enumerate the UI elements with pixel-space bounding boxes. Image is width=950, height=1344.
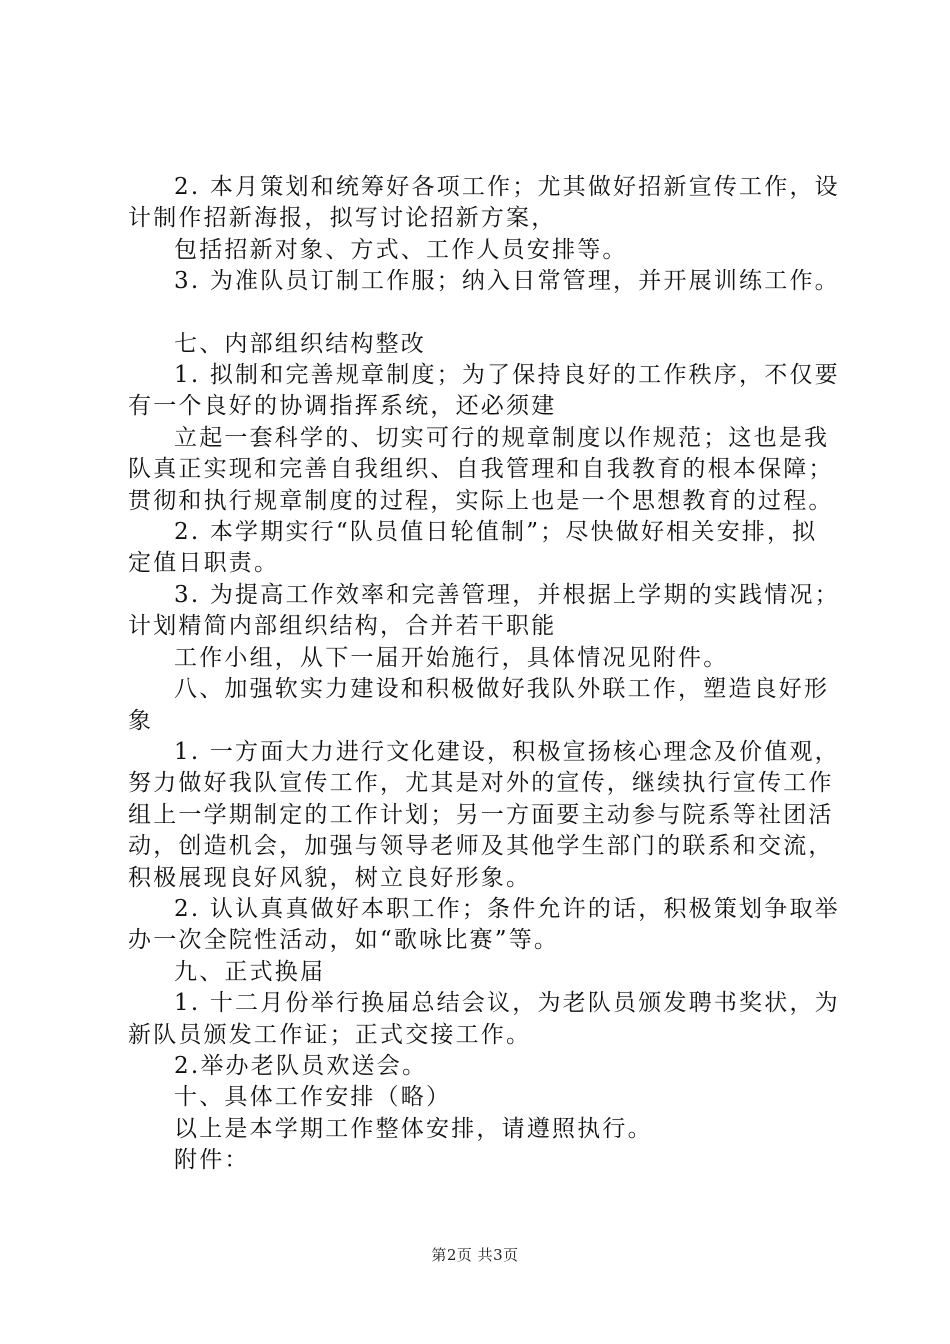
paragraph: 1. 十二月份举行换届总结会议，为老队员颁发聘书奖状，为新队员颁发工作证；正式交接工作。	[128, 990, 840, 1048]
paragraph: 3. 为准队员订制工作服；纳入日常管理，并开展训练工作。	[174, 268, 840, 295]
paragraph: 工作小组，从下一届开始施行，具体情况见附件。	[174, 644, 729, 671]
paragraph: 以上是本学期工作整体安排，请遵照执行。	[174, 1115, 653, 1142]
paragraph: 包括招新对象、方式、工作人员安排等。	[174, 236, 628, 263]
paragraph: 1. 一方面大力进行文化建设，积极宣扬核心理念及价值观，努力做好我队宣传工作，尤其是对外的宣传，继续执行宣传工作组上一学期制定的工作计划；另一方面要主动参与院系等社团活动，创造机会，加强与领导老师及其他学生部门的联系和交流，积极展现良好风貌，树立良好形象。	[128, 738, 840, 891]
paragraph: 2. 本月策划和统筹好各项工作；尤其做好招新宣传工作，设计制作招新海报，拟写讨论招新方案，	[128, 174, 840, 232]
paragraph: 立起一套科学的、切实可行的规章制度以作规范；这也是我队真正实现和完善自我组织、自我管理和自我教育的根本保障；贯彻和执行规章制度的过程，实际上也是一个思想教育的过程。	[128, 424, 834, 514]
paragraph: 2. 本学期实行“队员值日轮值制”；尽快做好相关安排，拟定值日职责。	[128, 519, 818, 577]
section-heading: 九、正式换届	[174, 958, 326, 985]
section-heading: 七、内部组织结构整改	[174, 330, 426, 357]
page-number-footer: 第2页 共3页	[431, 1246, 519, 1264]
paragraph: 3. 为提高工作效率和完善管理，并根据上学期的实践情况；计划精简内部组织结构，合并若干职能	[128, 581, 840, 640]
blank-line	[128, 298, 840, 329]
paragraph: 2. 认认真真做好本职工作；条件允许的话，积极策划争取举办一次全院性活动，如“歌咏比赛”等。	[128, 895, 840, 954]
section-heading: 十、具体工作安排（略）	[174, 1084, 452, 1111]
section-heading: 八、加强软实力建设和积极做好我队外联工作，塑造良好形象	[128, 676, 830, 734]
paragraph: 1. 拟制和完善规章制度；为了保持良好的工作秩序，不仅要有一个良好的协调指挥系统，还必须建	[128, 362, 840, 420]
paragraph: 附件：	[174, 1147, 250, 1174]
paragraph: 2.举办老队员欢送会。	[174, 1052, 428, 1079]
document-body	[128, 172, 840, 1177]
